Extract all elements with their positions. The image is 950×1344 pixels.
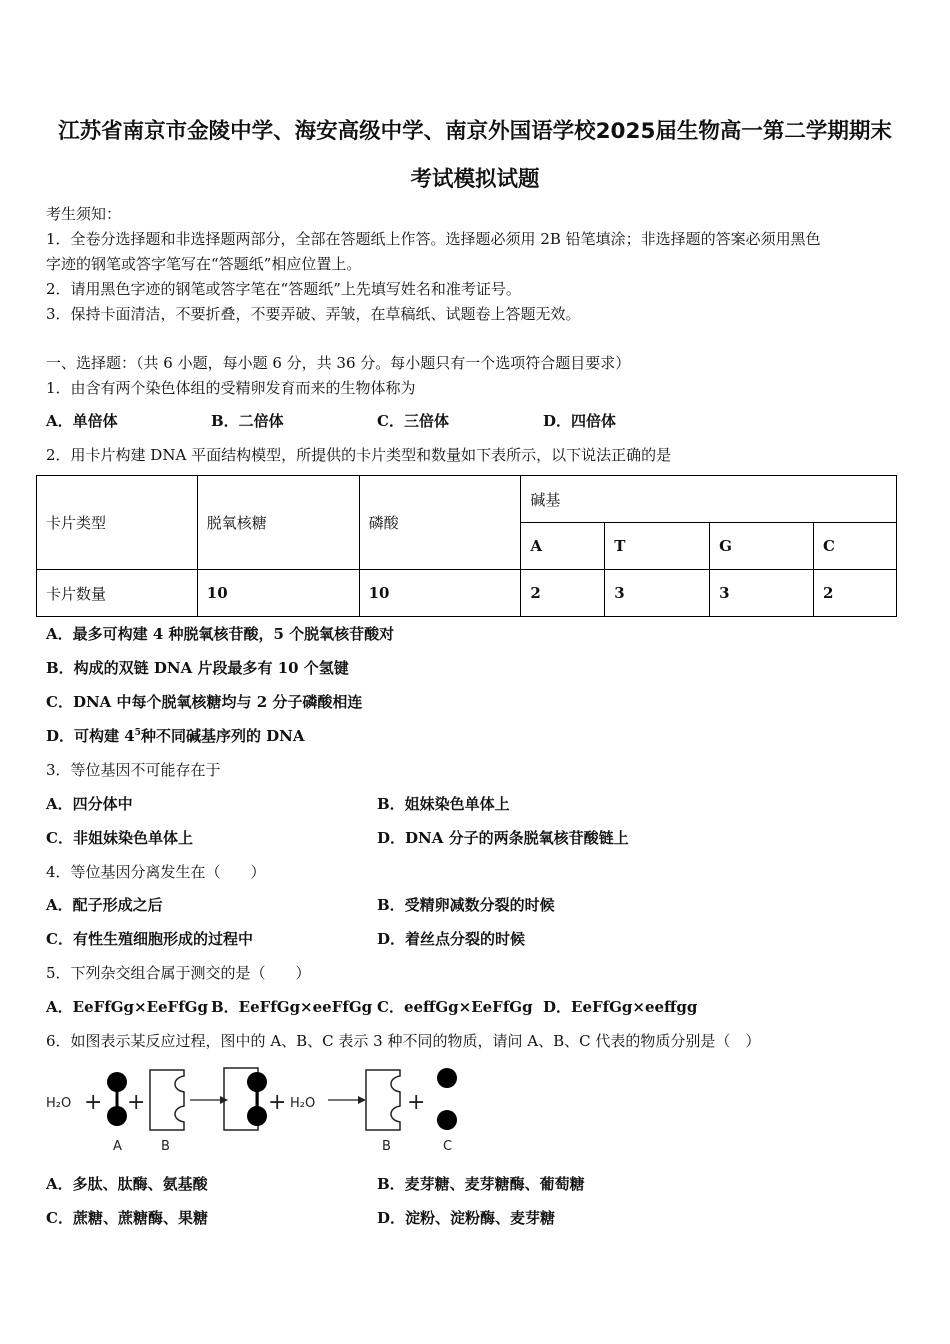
q2-option-d-pre: D．可构建 4 <box>46 727 135 745</box>
exam-title-line-2: 考试模拟试题 <box>410 167 540 192</box>
q5-option-c: C．eeffGg×EeFfGg <box>377 998 533 1016</box>
substance-a <box>107 1072 127 1126</box>
q5-option-b: B．EeFfGg×eeFfGg <box>211 998 373 1016</box>
q2-option-d <box>46 725 305 746</box>
molecule-unit-icon <box>247 1072 267 1092</box>
q1-option-d: D．四倍体 <box>543 412 617 430</box>
q1-stem: 1．由含有两个染色体组的受精卵发育而来的生物体称为 <box>46 379 416 397</box>
notice-item-1: 1．全卷分选择题和非选择题两部分，全部在答题纸上作答。选择题必须用 2B 铅笔填涂；非选择题的答案必须用黑色 <box>46 230 821 248</box>
product-c-unit-icon <box>437 1110 457 1130</box>
plus-sign-2: + <box>127 1090 146 1115</box>
molecule-unit-icon <box>247 1106 267 1126</box>
water-label-2: H₂O <box>290 1096 316 1111</box>
count-base-t: 3 <box>605 570 710 617</box>
plus-sign-3: + <box>268 1090 287 1115</box>
label-c: C <box>443 1139 453 1154</box>
q5-option-a: A．EeFfGg×EeFfGg <box>46 998 208 1016</box>
notice-item-1-cont: 字迹的钢笔或答字笔写在“答题纸”相应位置上。 <box>46 255 362 273</box>
plus-sign-1: + <box>84 1090 103 1115</box>
enzyme-b-released-shape <box>366 1070 400 1130</box>
q4-stem: 4．等位基因分离发生在（ ） <box>46 863 266 881</box>
q5-stem: 5．下列杂交组合属于测交的是（ ） <box>46 964 311 982</box>
header-card-type: 卡片类型 <box>37 476 198 570</box>
product-c-unit-icon <box>437 1068 457 1088</box>
base-a-header: A <box>521 523 605 570</box>
arrow-icon <box>358 1096 366 1104</box>
molecule-unit-icon <box>107 1106 127 1126</box>
q6-option-d: D．淀粉、淀粉酶、麦芽糖 <box>377 1209 556 1227</box>
q6-option-a: A．多肽、肽酶、氨基酸 <box>46 1175 208 1193</box>
q4-option-d: D．着丝点分裂的时候 <box>377 930 526 948</box>
q3-option-c: C．非姐妹染色单体上 <box>46 829 193 847</box>
q4-option-b: B．受精卵减数分裂的时候 <box>377 896 555 914</box>
base-t-header: T <box>605 523 710 570</box>
notice-heading: 考生须知： <box>46 205 122 223</box>
reaction-diagram <box>44 1062 474 1157</box>
q2-option-d-post: 种不同碱基序列的 DNA <box>140 727 305 745</box>
label-a: A <box>113 1139 122 1154</box>
q5-option-d: D．EeFfGg×eeffgg <box>543 998 698 1016</box>
water-label-1: H₂O <box>46 1096 72 1111</box>
count-phosphate: 10 <box>359 570 521 617</box>
enzyme-b-shape <box>150 1070 184 1130</box>
q3-stem: 3．等位基因不可能存在于 <box>46 761 221 779</box>
q4-option-a: A．配子形成之后 <box>46 896 163 914</box>
count-base-g: 3 <box>710 570 814 617</box>
card-table <box>36 475 897 617</box>
q1-option-b: B．二倍体 <box>211 412 284 430</box>
molecule-unit-icon <box>107 1072 127 1092</box>
q1-option-c: C．三倍体 <box>377 412 449 430</box>
q4-option-c: C．有性生殖细胞形成的过程中 <box>46 930 253 948</box>
q3-option-d: D．DNA 分子的两条脱氧核苷酸链上 <box>377 829 629 847</box>
header-deoxyribose: 脱氧核糖 <box>197 476 359 570</box>
count-base-c: 2 <box>814 570 897 617</box>
q1-option-a: A．单倍体 <box>46 412 118 430</box>
q2-stem: 2．用卡片构建 DNA 平面结构模型，所提供的卡片类型和数量如下表所示，以下说法正确的是 <box>46 446 672 464</box>
q3-option-a: A．四分体中 <box>46 795 133 813</box>
base-c-header: C <box>814 523 897 570</box>
section-heading: 一、选择题：（共 6 小题，每小题 6 分，共 36 分。每小题只有一个选项符合题目要求） <box>46 354 631 372</box>
q2-option-c: C．DNA 中每个脱氧核糖均与 2 分子磷酸相连 <box>46 693 363 711</box>
count-deoxyribose: 10 <box>197 570 359 617</box>
row-label-card-count: 卡片数量 <box>37 570 198 617</box>
q2-option-d-exponent: 5 <box>134 728 141 738</box>
q2-option-a: A．最多可构建 4 种脱氧核苷酸，5 个脱氧核苷酸对 <box>46 625 395 643</box>
base-g-header: G <box>710 523 814 570</box>
q2-option-b: B．构成的双链 DNA 片段最多有 10 个氢键 <box>46 659 349 677</box>
label-b-1: B <box>161 1139 170 1154</box>
q6-option-b: B．麦芽糖、麦芽糖酶、葡萄糖 <box>377 1175 585 1193</box>
q6-stem: 6．如图表示某反应过程，图中的 A、B、C 表示 3 种不同的物质，请问 A、B、C 代表的物质分别是（ ） <box>46 1032 761 1050</box>
q3-option-b: B．姐妹染色单体上 <box>377 795 510 813</box>
notice-item-3: 3．保持卡面清洁，不要折叠，不要弄破、弄皱，在草稿纸、试题卷上答题无效。 <box>46 305 581 323</box>
label-b-2: B <box>382 1139 391 1154</box>
count-base-a: 2 <box>521 570 605 617</box>
header-phosphate: 磷酸 <box>359 476 521 570</box>
notice-item-2: 2．请用黑色字迹的钢笔或答字笔在“答题纸”上先填写姓名和准考证号。 <box>46 280 521 298</box>
exam-title-line-1: 江苏省南京市金陵中学、海安高级中学、南京外国语学校2025届生物高一第二学期期末 <box>58 119 892 144</box>
q6-option-c: C．蔗糖、蔗糖酶、果糖 <box>46 1209 208 1227</box>
header-base: 碱基 <box>521 476 897 523</box>
plus-sign-4: + <box>407 1090 426 1115</box>
